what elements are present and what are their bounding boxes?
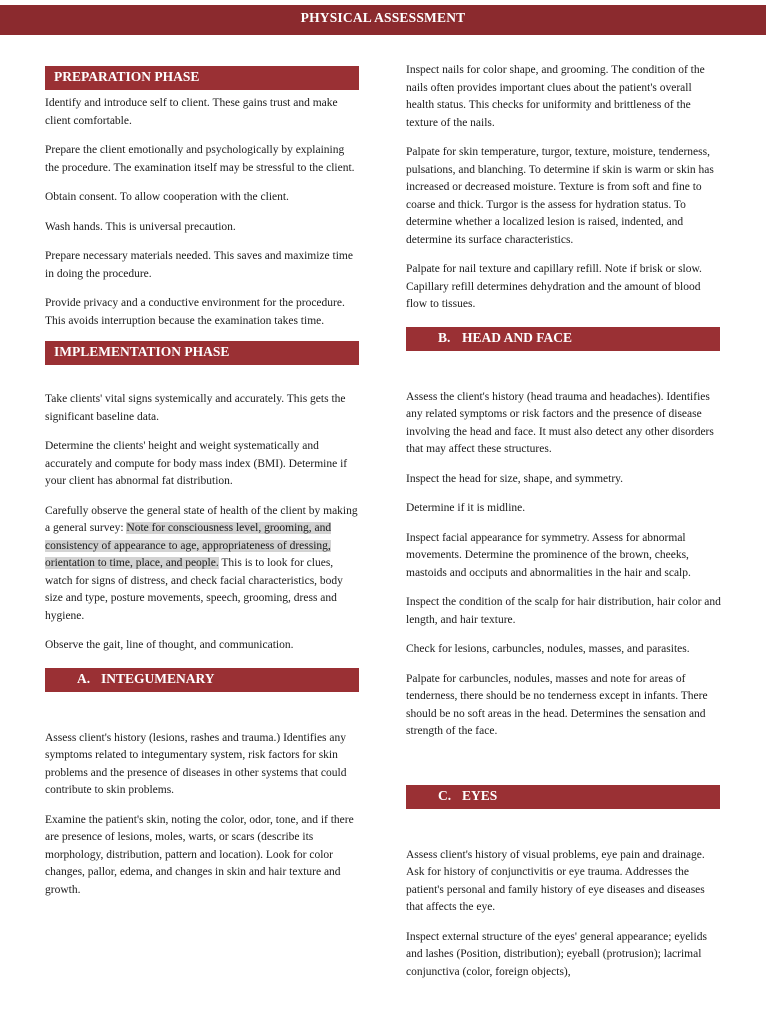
head-para-3: Determine if it is midline. <box>406 502 526 514</box>
integ-cont-para-2: Palpate for skin temperature, turgor, texture, moisture, tenderness, pulsations, and blanching. To determine if skin is warm or skin has increased or decreased moisture. Texture is from soft and fine to coarse and thick. Turgor is the assess for hydration status. To determine whether a localized lesion is raised, indented, and determine its surface characteristics. <box>406 146 714 246</box>
prep-para-1: Identify and introduce self to client. These gains trust and make client comfortable. <box>45 97 338 127</box>
section-header-label: EYES <box>462 787 498 803</box>
impl-para-3-end: This is to look for clues, watch for signs of distress, and check facial characteristics, body size and type, posture movements, speech, grooming, dress and hygiene. <box>45 557 343 622</box>
highlighted-text: Note for consciousness level, grooming, and consistency of appearance to age, appropriateness of dressing, orientation to time, place, and people. <box>45 522 332 569</box>
section-header-label: HEAD AND FACE <box>462 329 573 345</box>
head-para-7: Palpate for carbuncles, nodules, masses and note for areas of tenderness, there should be no tenderness except in infants. There should be no soft areas in the head. Determines the sensation and strength of the face. <box>406 672 708 737</box>
right-column <box>406 62 722 981</box>
section-header-implementation: IMPLEMENTATION PHASE <box>45 341 359 365</box>
section-letter: B. <box>438 329 451 345</box>
impl-para-1: Take clients' vital signs systemically and accurately. This gets the significant baseline data. <box>45 393 346 423</box>
head-para-2: Inspect the head for size, shape, and symmetry. <box>406 472 624 485</box>
section-header-head-and-face <box>406 327 720 351</box>
prep-para-3: Obtain consent. To allow cooperation with the client. <box>45 191 289 203</box>
impl-para-3-start: Carefully observe the general state of health of the client by making a general survey: <box>45 504 358 534</box>
section-header-preparation: PREPARATION PHASE <box>45 66 359 90</box>
head-para-6: Check for lesions, carbuncles, nodules, masses, and parasites. <box>406 643 690 655</box>
section-header-integumenary <box>45 668 359 692</box>
section-letter: A. <box>77 670 91 686</box>
eyes-para-1: Assess client's history of visual problems, eye pain and drainage. Ask for history of conjunctivitis or eye trauma. Addresses the patient's personal and family history of eye diseases and diseases that affects the eye. <box>406 848 705 913</box>
integ-cont-para-1: Inspect nails for color shape, and grooming. The condition of the nails often provides important clues about the patient's overall health status. This checks for uniformity and brittleness of the texture of the nails. <box>406 64 705 129</box>
section-header-label: INTEGUMENARY <box>101 670 215 686</box>
left-column <box>45 66 361 899</box>
impl-para-2: Determine the clients' height and weight systematically and accurately and compute for body mass index (BMI). Determine if your client has abnormal fat distribution. <box>45 440 348 487</box>
page-title: PHYSICAL ASSESSMENT <box>0 5 766 35</box>
integ-cont-para-3: Palpate for nail texture and capillary refill. Note if brisk or slow. Capillary refill determines dehydration and the amount of blood flow to tissues. <box>406 263 702 310</box>
eyes-para-2: Inspect external structure of the eyes' general appearance; eyelids and lashes (Position, distribution); eyeball (protrusion); lacrimal conjunctiva (color, foreign objects), <box>406 930 707 978</box>
head-para-4: Inspect facial appearance for symmetry. Assess for abnormal movements. Determine the prominence of the brown, cheeks, mastoids and occiputs and abnormalities in the hair and scalp. <box>406 531 691 579</box>
prep-para-6: Provide privacy and a conductive environment for the procedure. This avoids interruption because the examination takes time. <box>45 297 345 327</box>
section-letter: C. <box>438 787 452 803</box>
impl-para-3 <box>45 503 361 626</box>
section-header-eyes <box>406 785 720 809</box>
head-para-1: Assess the client's history (head trauma and headaches). Identifies any related symptoms or risk factors and the presence of disease involving the head and face. It must also detect any other disorders that may affect these structures. <box>406 390 714 455</box>
prep-para-2: Prepare the client emotionally and psychologically by explaining the procedure. The examination itself may be stressful to the client. <box>45 144 355 174</box>
head-para-5: Inspect the condition of the scalp for hair distribution, hair color and length, and hair texture. <box>406 596 721 626</box>
prep-para-4: Wash hands. This is universal precaution. <box>45 220 236 233</box>
prep-para-5: Prepare necessary materials needed. This saves and maximize time in doing the procedure. <box>45 250 353 280</box>
integ-para-2: Examine the patient's skin, noting the color, odor, tone, and if there are presence of lesions, moles, warts, or scars (describe its morphology, distribution, pattern and location). Look for color changes, pallor, edema, and changes in skin and hair texture and growth. <box>45 813 354 896</box>
impl-para-4: Observe the gait, line of thought, and communication. <box>45 639 294 651</box>
integ-para-1: Assess client's history (lesions, rashes and trauma.) Identifies any symptoms related to integumentary system, risk factors for skin problems and the presence of diseases in other systems that could contribute to skin problems. <box>45 731 347 796</box>
